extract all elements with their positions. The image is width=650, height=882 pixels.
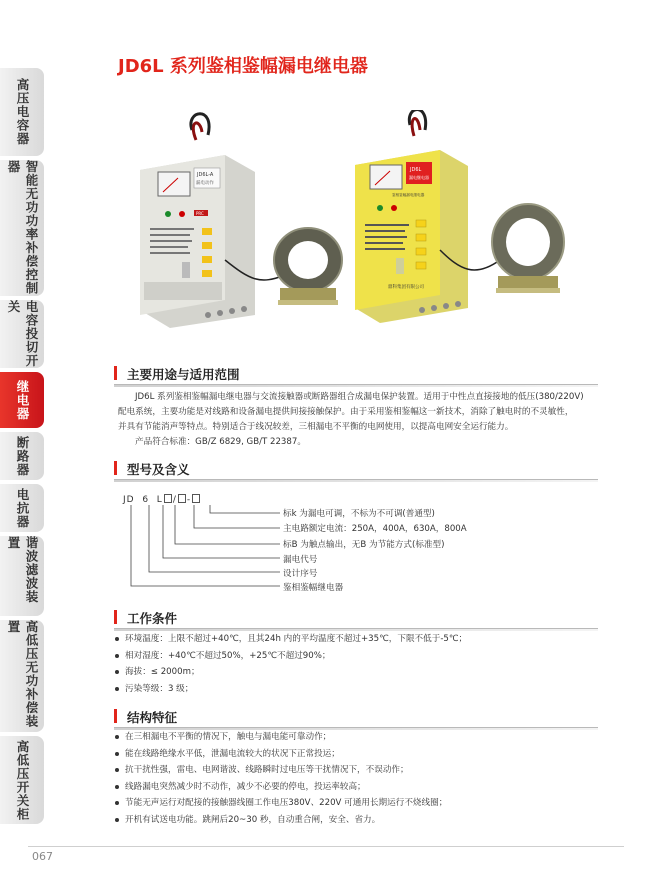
section-heading-features xyxy=(114,706,598,728)
left-device-sub: 漏电动作 xyxy=(196,181,214,186)
tab-label: 电抗器 xyxy=(15,487,30,529)
product-photo xyxy=(130,110,570,350)
tab-reactive-power-controller[interactable] xyxy=(0,160,44,296)
heading-accent-bar xyxy=(114,461,117,475)
usage-line-1: JD6L 系列鉴相鉴幅漏电继电器与交流接触器或断路器组合成漏电保护装置。适用于中性点直接接地的低压(380/220V) xyxy=(135,392,584,402)
heading-text: 型号及含义 xyxy=(127,462,190,477)
heading-text: 主要用途与适用范围 xyxy=(127,367,240,382)
tab-label: 继电器 xyxy=(15,379,30,421)
code-box-current xyxy=(178,494,186,503)
model-label-leakage: 漏电代号 xyxy=(283,555,318,565)
code-part-jd: JD xyxy=(123,495,135,505)
code-part-6: 6 xyxy=(142,495,150,505)
left-device-header: JD6L-A xyxy=(197,172,214,178)
heading-underline xyxy=(114,480,598,482)
tab-label: 高低压开关柜 xyxy=(15,739,30,821)
heading-accent-bar xyxy=(114,709,117,723)
tab-circuit-breaker[interactable] xyxy=(0,432,44,480)
right-device-sub: 鉴相鉴幅漏电继电器 xyxy=(392,193,425,197)
right-device-header: JD6L xyxy=(410,167,422,173)
code-box-b xyxy=(164,494,172,503)
right-device-header2: 漏电继电器 xyxy=(409,175,429,180)
usage-standard: 产品符合标准：GB/Z 6829, GB/T 22387。 xyxy=(135,437,306,447)
list-item: 能在线路绝缘水平低，泄漏电流较大的状况下正常投运； xyxy=(114,746,447,763)
features-list xyxy=(114,729,447,828)
list-item: 污染等级：3 级； xyxy=(114,681,467,698)
model-label-relay: 鉴相鉴幅继电器 xyxy=(283,583,344,593)
conditions-list xyxy=(114,631,467,697)
tab-label: 断路器 xyxy=(15,435,30,477)
model-label-current: 主电路额定电流：250A，400A，630A，800A xyxy=(283,524,467,534)
usage-paragraph xyxy=(118,390,604,450)
code-box-k xyxy=(192,494,200,503)
tab-label: 电容投切开关 xyxy=(6,300,39,368)
model-label-design: 设计序号 xyxy=(283,569,318,579)
model-label-b: 标B 为触点输出，无B 为节能方式(标准型) xyxy=(283,540,445,550)
code-part-dash: - xyxy=(186,495,192,505)
tab-label: 智能无功功率补偿控制器 xyxy=(6,160,39,295)
page-title: JD6L 系列鉴相鉴幅漏电继电器 xyxy=(118,56,368,77)
list-item: 节能无声运行对配接的接触器线圈工作电压380V、220V 可通用长期运行不烧线圈； xyxy=(114,795,447,812)
heading-underline xyxy=(114,385,598,387)
list-item: 抗干扰性强，雷电、电网谐波、线路瞬时过电压等干扰情况下，不误动作； xyxy=(114,762,447,779)
heading-accent-bar xyxy=(114,366,117,380)
usage-line-2: 配电系统，主要功能是对线路和设备漏电提供间接接触保护。由于采用鉴相鉴幅这一新技术，消除了触电时的不灵敏性， xyxy=(118,407,574,417)
list-item: 相对湿度：+40℃不超过50%，+25℃不超过90%； xyxy=(114,648,467,665)
right-relay-device xyxy=(355,110,500,323)
list-item: 环境温度：上限不超过+40℃，且其24h 内的平均温度不超过+35℃，下限不低于-5℃； xyxy=(114,631,467,648)
tab-harmonic-filter[interactable] xyxy=(0,536,44,616)
heading-accent-bar xyxy=(114,610,117,624)
tab-capacitor-switch[interactable] xyxy=(0,300,44,368)
list-item: 开机有试送电功能。跳闸后20~30 秒，自动重合闸，安全、省力。 xyxy=(114,812,447,829)
usage-line-3: 并具有节能消声等特点。特别适合于线况较差，三相漏电不平衡的电网使用，以提高电网安全运行能力。 xyxy=(118,422,514,432)
heading-text: 工作条件 xyxy=(127,611,178,626)
list-item: 线路漏电突然减少时不动作，减少不必要的停电，投运率较高； xyxy=(114,779,447,796)
section-heading-usage xyxy=(114,363,598,385)
right-device-company: 鼎科集团有限公司 xyxy=(388,285,424,290)
left-device-company: PRC xyxy=(196,211,204,216)
model-label-k: 标k 为漏电可调，不标为不可调(普通型) xyxy=(283,509,435,519)
code-part-l: L xyxy=(156,495,163,505)
page-number: 067 xyxy=(32,850,53,863)
tab-reactor[interactable] xyxy=(0,484,44,532)
heading-text: 结构特征 xyxy=(127,710,178,725)
tab-relay[interactable] xyxy=(0,372,44,428)
tab-reactive-compensation-device[interactable] xyxy=(0,620,44,732)
footer-divider xyxy=(28,846,624,847)
left-current-transformer xyxy=(274,228,342,305)
section-heading-model xyxy=(114,458,598,480)
model-code xyxy=(123,494,201,505)
left-relay-device xyxy=(140,114,285,328)
tab-label: 高低压无功补偿装置 xyxy=(6,620,39,728)
tab-switchgear[interactable] xyxy=(0,736,44,824)
right-current-transformer xyxy=(492,204,564,293)
code-part-slash: / xyxy=(172,495,177,505)
tab-label: 高压电容器 xyxy=(15,78,30,146)
tab-label: 谐波滤波装置 xyxy=(6,536,39,604)
list-item: 海拔：≤ 2000m； xyxy=(114,664,467,681)
tab-high-voltage-capacitor[interactable] xyxy=(0,68,44,156)
section-heading-conditions xyxy=(114,607,598,629)
list-item: 在三相漏电不平衡的情况下，触电与漏电能可靠动作； xyxy=(114,729,447,746)
